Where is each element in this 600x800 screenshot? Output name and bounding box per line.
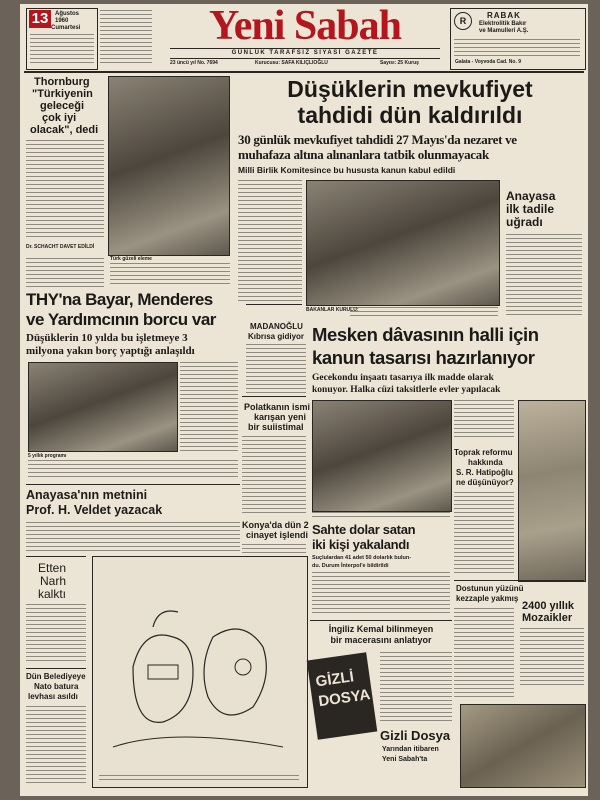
photo-mosaic-deer	[518, 400, 586, 582]
thornburg-body-top	[26, 140, 104, 240]
newspaper-page	[20, 4, 588, 796]
ingiliz-2: bir macerasını anlatıyor	[330, 635, 432, 645]
dolar-body	[312, 572, 450, 616]
thornburg-headline-3: geleceği	[40, 100, 85, 112]
photo-counterfeit-dollars	[312, 400, 452, 512]
etten-2: Narh	[40, 574, 67, 588]
date-month: Ağustos	[55, 11, 79, 17]
belediye-body	[26, 706, 86, 786]
main-subdeck: Milli Birlik Komitesince bu hususta kanun kabul edildi	[238, 165, 456, 175]
gizli-dosya-book-title-2: DOSYA	[317, 686, 372, 711]
thornburg-body-bottom	[26, 258, 104, 288]
divider-etten	[26, 556, 86, 557]
gizli-dosya-line1: Yarından itibaren	[382, 746, 439, 753]
date-year: 1960	[55, 18, 69, 24]
toprak-body	[454, 492, 514, 576]
masthead-founder: Kurucusu: SAFA KILIÇLIOĞLU	[255, 60, 328, 66]
photo-ministers-caption-text	[350, 307, 498, 317]
masthead-founded: 23 üncü yıl No. 7694	[170, 60, 218, 66]
thornburg-headline-1: Thornburg	[34, 76, 90, 88]
cartoon-box	[92, 556, 308, 788]
photo-turkish-beauty-caption: Türk güzeli eleme	[110, 256, 152, 262]
dostunun-body	[454, 608, 514, 698]
main-headline-2: tahdidi dün kaldırıldı	[297, 102, 523, 128]
photo-five-year-program-caption: 5 yıllık programı	[28, 453, 67, 459]
toprak-3: S. R. Hatipoğlu	[456, 468, 513, 477]
photo-turkish-beauty-caption-text	[110, 263, 230, 285]
belediye-3: levhası asıldı	[28, 692, 78, 701]
polatkan-2: karışan yeni	[254, 412, 307, 422]
mozaikler-1: 2400 yıllık	[522, 600, 574, 612]
thy-deck-1: Düşüklerin 10 yılda bu işletmeye 3	[26, 332, 188, 344]
photo-ministers-caption: BAKANLAR KURULU:	[306, 307, 359, 313]
main-headline-1: Düşüklerin mevkufiyet	[287, 76, 533, 102]
ingiliz-body	[380, 652, 452, 722]
dolar-headline-2: iki kişi yakalandı	[312, 537, 410, 552]
rabak-footer: Galata - Voyvoda Cad. No. 9	[455, 59, 522, 65]
divider-polatkan	[242, 396, 306, 397]
mesken-headline-1: Mesken dâvasının halli için	[312, 324, 539, 345]
masthead-info-box	[100, 10, 152, 66]
prayer-times-table	[30, 34, 94, 66]
anayasa-tadil-1: Anayasa	[506, 189, 556, 203]
thornburg-headline-4: çok iyi	[42, 112, 77, 124]
gizli-dosya-line2: Yeni Sabah'ta	[382, 756, 428, 763]
anayasa-tadil-body	[506, 234, 582, 316]
masthead-slogan-bar	[170, 48, 440, 59]
anayasa-prof-2: Prof. H. Veldet yazacak	[26, 503, 163, 517]
anayasa-tadil-3: uğradı	[506, 215, 543, 229]
date-box	[26, 8, 98, 70]
rabak-logo-icon: R	[454, 12, 472, 30]
masthead-slogan: GÜNLÜK TARAFSIZ SİYASİ GAZETE	[231, 50, 379, 56]
etten-body	[26, 604, 86, 664]
rabak-brand: RABAK	[487, 11, 521, 20]
dolar-deck-1: Suçlulardan 41 adet 50 dolarlık bulun-	[312, 555, 412, 561]
mozaikler-body	[520, 628, 584, 688]
photo-ministers	[306, 180, 500, 306]
dolar-headline-1: Sahte dolar satan	[312, 522, 416, 537]
dostunun-1: Dostunun yüzünü	[456, 584, 524, 593]
gizli-dosya-book-title-1: GİZLİ	[314, 668, 355, 691]
thy-deck-2: milyona yakın borç yaptığı anlaşıldı	[26, 345, 195, 357]
polatkan-3: bir suiistimal	[248, 422, 304, 432]
rabak-line1: Elektrolitik Bakır	[479, 21, 527, 27]
divider-belediye	[26, 668, 86, 669]
mesken-headline-2: kanun tasarısı hazırlanıyor	[312, 347, 535, 368]
anayasa-prof-1: Anayasa'nın metnini	[26, 488, 148, 502]
thornburg-headline-5: olacak", dedi	[30, 124, 99, 136]
polatkan-1: Polatkanın ismi	[244, 402, 311, 412]
madanoglu-2: Kıbrısa gidiyor	[248, 332, 305, 341]
divider-ingiliz	[310, 620, 452, 621]
mesken-body	[454, 400, 514, 440]
ingiliz-1: İngiliz Kemal bilinmeyen	[328, 624, 434, 634]
date-number: 13	[29, 10, 51, 28]
toprak-4: ne düşünüyor?	[456, 478, 514, 487]
thy-headline-1: THY'na Bayar, Menderes	[26, 290, 213, 309]
divider-dostunun	[454, 580, 584, 581]
dolar-deck-2: du. Durum İnterpol'e bildirildi	[312, 563, 389, 569]
madanoglu-body	[246, 344, 306, 394]
divider-madanoglu	[246, 304, 302, 305]
gizli-dosya-book	[307, 652, 378, 740]
thy-body-right	[180, 362, 238, 452]
cartoon-caption	[99, 775, 299, 783]
rabak-ad	[450, 8, 586, 70]
main-column-text	[238, 180, 302, 304]
belediye-2: Nato batura	[34, 682, 79, 691]
toprak-2: hakkında	[468, 458, 503, 467]
masthead-divider	[24, 71, 584, 73]
masthead-title: Yeni Sabah	[209, 4, 401, 49]
konya-2: cinayet işlendi	[246, 530, 309, 540]
photo-mosaic-face	[460, 704, 586, 788]
main-deck-1: 30 günlük mevkufiyet tahdidi 27 Mayıs'da nezaret ve	[238, 132, 517, 147]
divider-anayasa-prof	[26, 484, 240, 485]
main-deck-2: muhafaza altına alınanlara tatbik olunmayacak	[238, 147, 489, 162]
etten-1: Etten	[38, 561, 67, 575]
masthead-price: Sayısı: 25 Kuruş	[380, 60, 419, 66]
date-weekday: Cumartesi	[51, 25, 81, 31]
mesken-deck-1: Gecekondu inşaatı tasarıya ilk madde olarak	[312, 373, 494, 383]
thy-headline-2: ve Yardımcının borcu var	[26, 310, 216, 329]
mesken-deck-2: konuyor. Halka cüzi taksitlerle evler yapılacak	[312, 385, 501, 395]
belediye-1: Dün Belediyeye	[26, 672, 86, 681]
thornburg-headline-2: "Türkiyenin	[32, 88, 93, 100]
polatkan-body	[242, 436, 306, 514]
mozaikler-2: Mozaikler	[522, 612, 573, 624]
thy-body	[28, 460, 238, 480]
thornburg-byline: Dr. SCHACHT DAVET EDİLDİ	[26, 244, 95, 250]
dostunun-2: kezzaple yakmış	[456, 594, 519, 603]
cartoon-drawing	[93, 557, 307, 777]
madanoglu-1: MADANOĞLU	[250, 322, 303, 331]
gizli-dosya-title: Gizli Dosya	[380, 728, 451, 743]
toprak-1: Toprak reformu	[454, 448, 513, 457]
photo-counterfeit-caption	[312, 512, 450, 518]
photo-five-year-program	[28, 362, 178, 452]
rabak-line2: ve Mamulleri A.Ş.	[479, 28, 529, 34]
anayasa-tadil-2: ilk tadile	[506, 202, 555, 216]
anayasa-prof-body	[26, 522, 240, 552]
konya-1: Konya'da dün 2	[242, 520, 309, 530]
photo-turkish-beauty	[108, 76, 230, 256]
rabak-body	[454, 39, 580, 57]
etten-3: kalktı	[38, 587, 67, 601]
thornburg-article	[26, 76, 104, 256]
